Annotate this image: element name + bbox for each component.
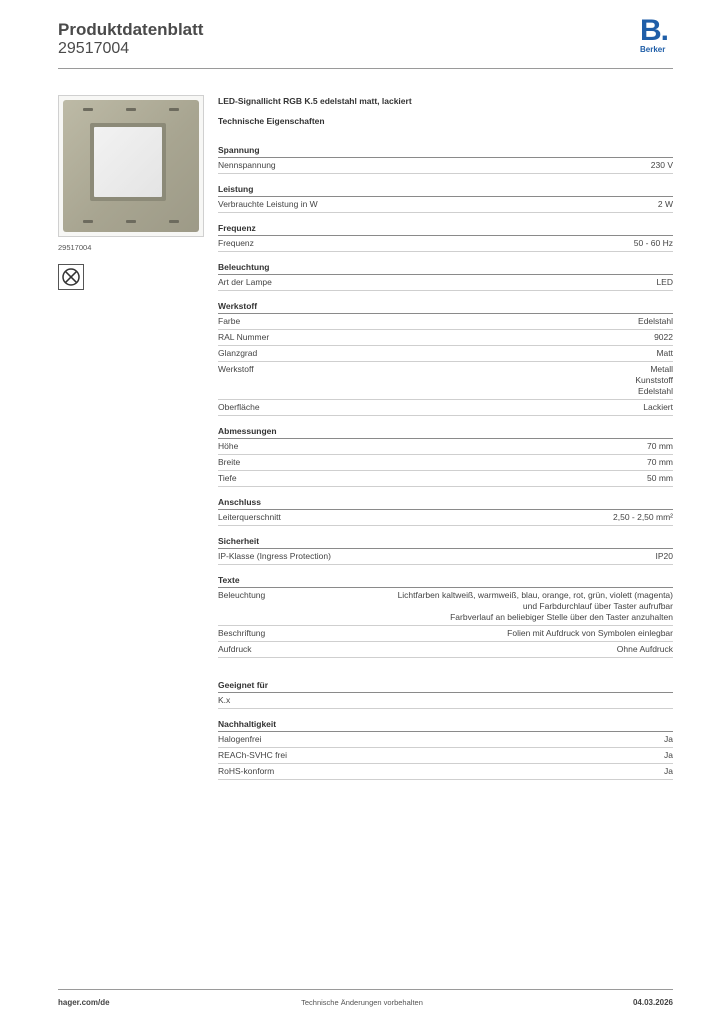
signal-lens xyxy=(94,127,162,197)
group-title-abmessungen: Abmessungen xyxy=(218,416,673,439)
group-title-beleuchtung: Beleuchtung xyxy=(218,252,673,275)
logo-text: Berker xyxy=(640,45,666,54)
spec-row xyxy=(218,626,673,642)
spec-row xyxy=(218,764,673,780)
spec-row xyxy=(218,471,673,487)
plate-slot xyxy=(126,108,136,111)
plate-slot xyxy=(169,220,179,223)
spec-value: Ja xyxy=(664,766,673,776)
spec-label: Art der Lampe xyxy=(218,277,272,287)
spec-value: LED xyxy=(656,277,673,287)
spec-label: Halogenfrei xyxy=(218,734,262,744)
spec-row xyxy=(218,400,673,416)
spec-row xyxy=(218,314,673,330)
spec-label: RAL Nummer xyxy=(218,332,270,342)
berker-logo xyxy=(640,16,674,54)
spec-value: IP20 xyxy=(655,551,673,561)
spec-value: Metall Kunststoff Edelstahl xyxy=(635,364,673,396)
spec-value: Matt xyxy=(656,348,673,358)
spec-label: Werkstoff xyxy=(218,364,254,374)
spec-label: Farbe xyxy=(218,316,241,326)
group-title-werkstoff: Werkstoff xyxy=(218,291,673,314)
spec-row xyxy=(218,330,673,346)
image-caption: 29517004 xyxy=(58,243,92,252)
spec-label: Verbrauchte Leistung in W xyxy=(218,199,318,209)
spec-value: 50 mm xyxy=(647,473,673,483)
page-header xyxy=(58,20,203,58)
spec-label: RoHS-konform xyxy=(218,766,275,776)
spec-row xyxy=(218,510,673,526)
logo-mark: B. xyxy=(640,14,668,47)
spec-row xyxy=(218,275,673,291)
spec-value: 2,50 - 2,50 mm² xyxy=(613,512,673,522)
spec-label: Frequenz xyxy=(218,238,254,248)
spec-value: 230 V xyxy=(650,160,673,170)
group-title-texte: Texte xyxy=(218,565,673,588)
product-title: LED-Signallicht RGB K.5 edelstahl matt, lackiert xyxy=(218,96,412,106)
group-title-sicherheit: Sicherheit xyxy=(218,526,673,549)
group-title-geeignet: Geeignet für xyxy=(218,670,673,693)
spec-label: K.x xyxy=(218,695,231,705)
group-title-anschluss: Anschluss xyxy=(218,487,673,510)
spec-value: 70 mm xyxy=(647,457,673,467)
spec-label: Nennspannung xyxy=(218,160,276,170)
spec-value: Folien mit Aufdruck von Symbolen einlegbar xyxy=(507,628,673,638)
spec-value: 2 W xyxy=(657,199,673,209)
spec-label: Beleuchtung xyxy=(218,590,266,600)
spec-row xyxy=(218,588,673,626)
spec-label: Breite xyxy=(218,457,241,467)
spec-value: Lackiert xyxy=(643,402,673,412)
spacer xyxy=(218,658,673,670)
spec-row xyxy=(218,748,673,764)
plate-slot xyxy=(126,220,136,223)
spec-value: Ja xyxy=(664,750,673,760)
header-divider xyxy=(58,68,673,69)
plate-slot xyxy=(83,220,93,223)
footer-date: 04.03.2026 xyxy=(632,998,673,1007)
spec-label: REACh-SVHC frei xyxy=(218,750,287,760)
product-image xyxy=(58,95,204,237)
spec-row xyxy=(218,197,673,213)
spec-label: Leiterquerschnitt xyxy=(218,512,281,522)
spec-row xyxy=(218,642,673,658)
spec-row xyxy=(218,236,673,252)
spec-row xyxy=(218,346,673,362)
spec-label: Beschriftung xyxy=(218,628,266,638)
group-title-leistung: Leistung xyxy=(218,174,673,197)
footer-disclaimer: Technische Änderungen vorbehalten xyxy=(301,998,423,1007)
spec-row xyxy=(218,693,673,709)
footer-website-link[interactable]: hager.com/de xyxy=(58,998,110,1007)
spec-value: Ja xyxy=(664,734,673,744)
spec-row xyxy=(218,439,673,455)
group-title-spannung: Spannung xyxy=(218,135,673,158)
spec-row xyxy=(218,362,673,400)
spec-value: Ohne Aufdruck xyxy=(616,644,673,654)
group-title-nachhaltigkeit: Nachhaltigkeit xyxy=(218,709,673,732)
spec-value: Lichtfarben kaltweiß, warmweiß, blau, orange, rot, grün, violett (magenta) und Farbdurchlauf über Taster aufrufbar Farbverlauf an beliebiger Stelle über den Taster anzuhalten xyxy=(397,590,673,622)
spec-label: Höhe xyxy=(218,441,239,451)
spec-label: Glanzgrad xyxy=(218,348,258,358)
spec-label: Tiefe xyxy=(218,473,237,483)
spec-label: Aufdruck xyxy=(218,644,252,654)
spec-label: Oberfläche xyxy=(218,402,260,412)
spec-row xyxy=(218,158,673,174)
group-title-frequenz: Frequenz xyxy=(218,213,673,236)
spec-value: 70 mm xyxy=(647,441,673,451)
page-title: Produktdatenblatt xyxy=(58,20,204,39)
plate-slot xyxy=(83,108,93,111)
datasheet-content xyxy=(218,96,673,780)
spec-row xyxy=(218,455,673,471)
spec-value: 50 - 60 Hz xyxy=(633,238,673,248)
spec-row xyxy=(218,549,673,565)
section-heading: Technische Eigenschaften xyxy=(218,116,325,126)
article-number: 29517004 xyxy=(58,40,130,57)
spec-value: Edelstahl xyxy=(638,316,673,326)
spec-label: IP-Klasse (Ingress Protection) xyxy=(218,551,331,561)
footer-divider xyxy=(58,989,673,990)
plate-slot xyxy=(169,108,179,111)
spec-value: 9022 xyxy=(654,332,673,342)
lamp-symbol-icon xyxy=(58,264,84,290)
spec-row xyxy=(218,732,673,748)
